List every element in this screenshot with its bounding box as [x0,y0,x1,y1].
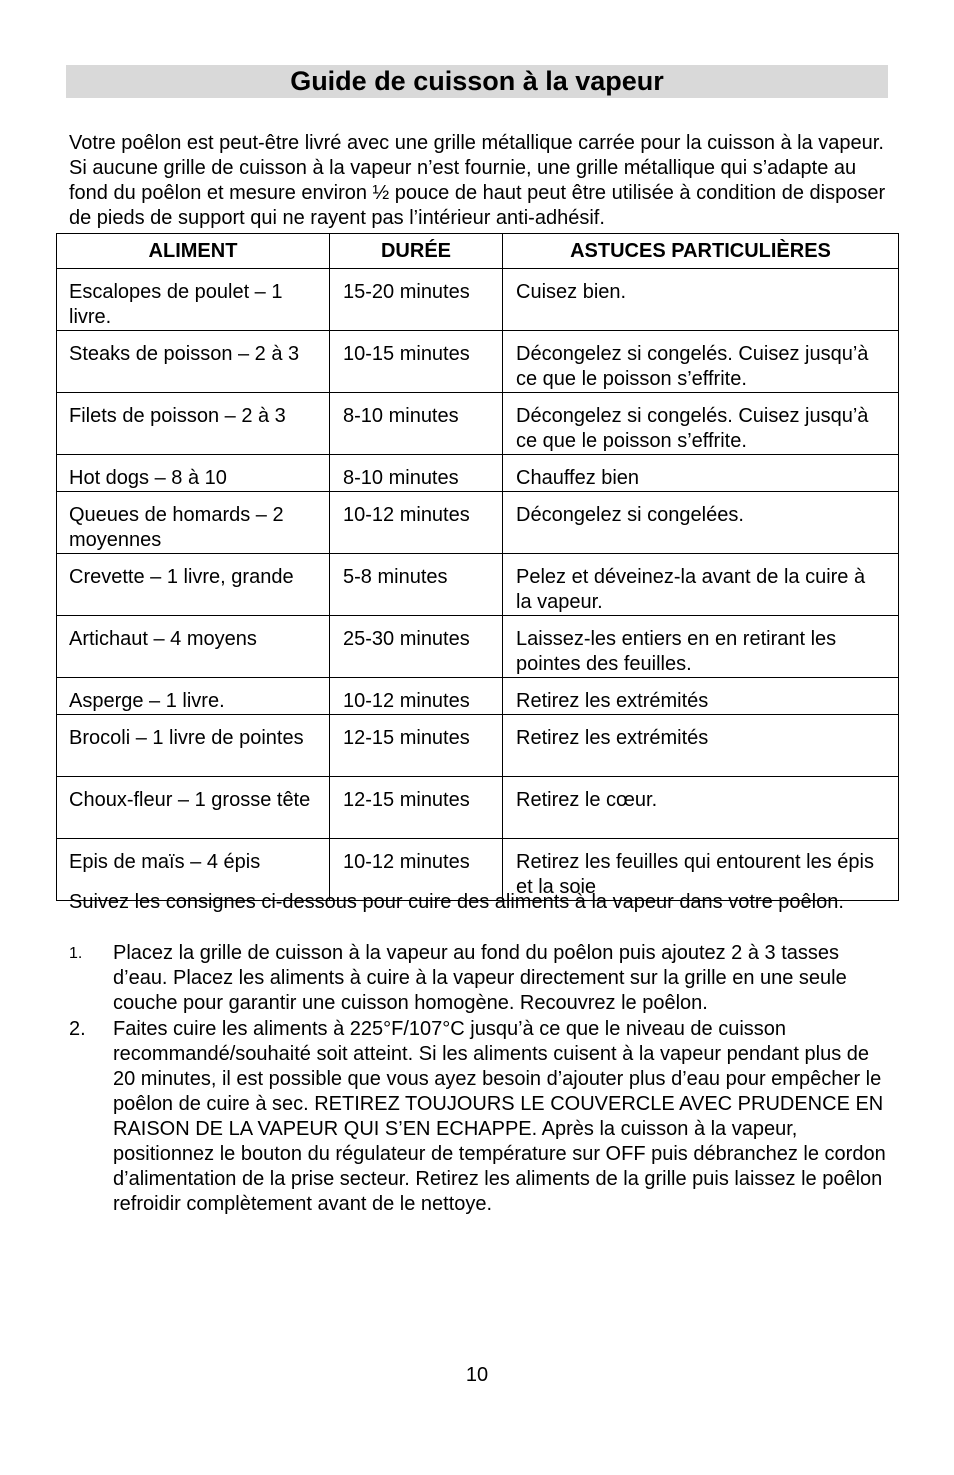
header-astuces: ASTUCES PARTICULIÈRES [503,234,899,269]
page-number: 10 [465,1364,489,1386]
header-duree: DURÉE [330,234,503,269]
table-row [57,616,899,678]
step-text: Placez la grille de cuisson à la vapeur au fond du poêlon puis ajoutez 2 à 3 tasses d’eau. Placez les aliments à cuire à la vapeur directement sur la grille en une seule couche pour garantir une cuisson homogène. Recouvrez le poêlon. [113,942,847,1014]
cell-aliment: Crevette – 1 livre, grande [57,554,330,616]
step-text: Faites cuire les aliments à 225°F/107°C jusqu’à ce que le niveau de cuisson recommandé/souhaité soit atteint. Si les aliments cuisent à la vapeur pendant plus de 20 minutes, il est possible que vous ayez besoin d’ajouter plus d’eau pour empêcher le poêlon de cuire à sec. RETIREZ TOUJOURS LE COUVERCLE AVEC PRUDENCE EN RAISON DE LA VAPEUR QUI S’EN ECHAPPE. Après la cuisson à la vapeur, positionnez le bouton du régulateur de température sur OFF puis débranchez le cordon d’alimentation de la prise secteur. Retirez les aliments de la grille puis laissez le poêlon refroidir complètement avant de le nettoye. [113,1018,886,1215]
table-row [57,715,899,777]
cell-duree: 12-15 minutes [330,777,503,839]
cell-astuce: Retirez les extrémités [503,715,899,777]
cell-astuce: Retirez le cœur. [503,777,899,839]
cell-astuce: Pelez et déveinez-la avant de la cuire à la vapeur. [503,554,899,616]
cell-aliment: Brocoli – 1 livre de pointes [57,715,330,777]
cell-duree: 10-12 minutes [330,492,503,554]
cell-astuce: Chauffez bien [503,455,899,492]
cell-astuce: Retirez les feuilles qui entourent les épis et la soie [503,839,899,901]
cell-duree: 15-20 minutes [330,269,503,331]
table-row [57,269,899,331]
cell-astuce: Décongelez si congelés. Cuisez jusqu’à ce que le poisson s’effrite. [503,331,899,393]
cell-aliment: Choux-fleur – 1 grosse tête [57,777,330,839]
table-row [57,554,899,616]
cell-astuce: Décongelez si congelés. Cuisez jusqu’à ce que le poisson s’effrite. [503,393,899,455]
steaming-guide-table [56,233,899,901]
step-number: 1. [69,945,83,962]
cell-duree: 10-12 minutes [330,839,503,901]
cell-astuce: Décongelez si congelées. [503,492,899,554]
table-row [57,492,899,554]
instructions-list [69,941,889,1218]
cell-astuce: Cuisez bien. [503,269,899,331]
table-row [57,678,899,715]
cell-aliment: Queues de homards – 2 moyennes [57,492,330,554]
table-header-row [57,234,899,269]
cell-aliment: Asperge – 1 livre. [57,678,330,715]
table-row [57,331,899,393]
cell-duree: 5-8 minutes [330,554,503,616]
cell-duree: 25-30 minutes [330,616,503,678]
title-banner [66,65,888,98]
list-item [69,941,889,1016]
page-title: Guide de cuisson à la vapeur [290,66,664,96]
cell-duree: 8-10 minutes [330,393,503,455]
step-number: 2. [69,1018,86,1040]
cell-astuce: Laissez-les entiers en en retirant les pointes des feuilles. [503,616,899,678]
cell-duree: 8-10 minutes [330,455,503,492]
cell-duree: 10-15 minutes [330,331,503,393]
header-aliment: ALIMENT [57,234,330,269]
table-row [57,455,899,492]
cell-duree: 12-15 minutes [330,715,503,777]
cell-aliment: Escalopes de poulet – 1 livre. [57,269,330,331]
list-item [69,1017,889,1217]
table-row [57,393,899,455]
cell-aliment: Filets de poisson – 2 à 3 [57,393,330,455]
cell-aliment: Steaks de poisson – 2 à 3 [57,331,330,393]
intro-paragraph: Votre poêlon est peut-être livré avec une grille métallique carrée pour la cuisson à la vapeur. Si aucune grille de cuisson à la vapeur n’est fournie, une grille métallique qui s’adapte au fond du poêlon et mesure environ ½ pouce de haut peut être utilisée à condition de disposer de pieds de support qui ne rayent pas l’intérieur anti-adhésif. [69,132,886,229]
cell-duree: 10-12 minutes [330,678,503,715]
cell-aliment: Epis de maïs – 4 épis [57,839,330,901]
instructions-intro: Suivez les consignes ci-dessous pour cuire des aliments à la vapeur dans votre poêlon. [69,891,844,913]
cell-aliment: Hot dogs – 8 à 10 [57,455,330,492]
table-row [57,777,899,839]
cell-aliment: Artichaut – 4 moyens [57,616,330,678]
cell-astuce: Retirez les extrémités [503,678,899,715]
